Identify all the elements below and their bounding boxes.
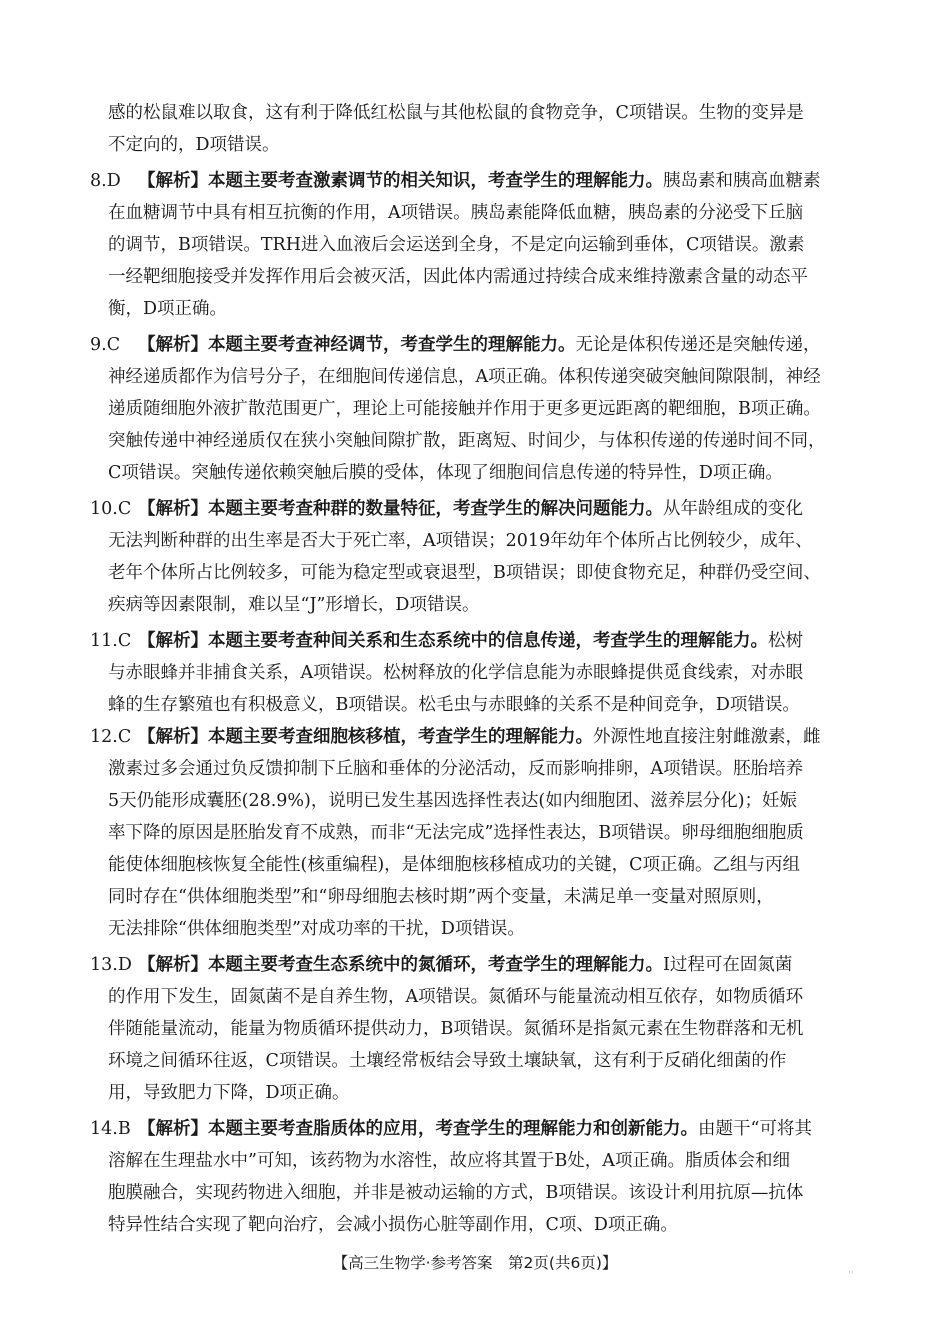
- analysis-text: 外源性地直接注射雌激素，雌: [593, 727, 821, 747]
- answer-12-first-line: [90, 722, 821, 752]
- answer-line: 突触传递中神经递质仅在狭小突触间隙扩散，距离短、时间少，与体积传递的传递时间不同，: [108, 431, 826, 451]
- page-footer: 【高三生物学·参考答案 第2页(共6页)】: [332, 1254, 618, 1272]
- answer-line: 能使体细胞核恢复全能性(核重编程)，是体细胞核移植成功的关键，C项正确。乙组与丙组: [108, 855, 801, 875]
- answer-line: 溶解在生理盐水中”可知，该药物为水溶性，故应将其置于B处，A项正确。脂质体会和细: [108, 1151, 790, 1171]
- answer-line: 一经靶细胞接受并发挥作用后会被灭活，因此体内需通过持续合成来维持激素含量的动态平: [108, 267, 808, 287]
- answer-line: 疾病等因素限制，难以呈“J”形增长，D项错误。: [108, 595, 480, 615]
- analysis-heading: 【解析】本题主要考查脂质体的应用，考查学生的理解能力和创新能力。: [138, 1119, 698, 1139]
- analysis-heading: 【解析】本题主要考查激素调节的相关知识，考查学生的理解能力。: [138, 171, 663, 191]
- answer-line: 无法判断种群的出生率是否大于死亡率，A项错误；2019年幼年个体所占比例较少，成年、: [108, 531, 813, 551]
- answer-8-first-line: [90, 166, 821, 196]
- analysis-heading: 【解析】本题主要考查种群的数量特征，考查学生的解决问题能力。: [138, 499, 663, 519]
- answer-14-first-line: [90, 1114, 812, 1144]
- corner-mark: ··: [848, 1268, 854, 1278]
- answer-line: 衡，D项正确。: [108, 299, 228, 319]
- answer-line: 神经递质都作为信号分子，在细胞间传递信息，A项正确。体积传递突破突触间隙限制，神经: [108, 367, 821, 387]
- analysis-text: 由题干“可将其: [698, 1119, 812, 1139]
- answer-line: 递质随细胞外液扩散范围更广，理论上可能接触并作用于更多更远距离的靶细胞，B项正确。: [108, 399, 821, 419]
- answer-line: 环境之间循环往返，C项错误。土壤经常板结会导致土壤缺氧，这有利于反硝化细菌的作: [108, 1051, 787, 1071]
- answer-line: 特异性结合实现了靶向治疗，会减小损伤心脏等副作用，C项、D项正确。: [108, 1215, 678, 1235]
- answer-line: 激素过多会通过负反馈抑制下丘脑和垂体的分泌活动，反而影响排卵，A项错误。胚胎培养: [108, 759, 804, 779]
- analysis-text: 松树: [768, 631, 803, 651]
- answer-number: 14.B: [90, 1119, 131, 1139]
- answer-line: 胞膜融合，实现药物进入细胞，并非是被动运输的方式，B项错误。该设计利用抗原—抗体: [108, 1183, 804, 1203]
- answer-line: 老年个体所占比例较多，可能为稳定型或衰退型，B项错误；即使食物充足，种群仍受空间、: [108, 563, 821, 583]
- answer-11-first-line: [90, 626, 803, 656]
- answer-line: 在血糖调节中具有相互抗衡的作用，A项错误。胰岛素能降低血糖，胰岛素的分泌受下丘脑: [108, 203, 804, 223]
- answer-number: 12.C: [90, 727, 132, 747]
- answer-9-first-line: [90, 330, 821, 360]
- answer-line: 同时存在“供体细胞类型”和“卵母细胞去核时期”两个变量，未满足单一变量对照原则，: [108, 887, 774, 907]
- answer-10-first-line: [90, 494, 803, 524]
- analysis-text: 无论是体积传递还是突触传递，: [575, 335, 821, 355]
- analysis-text: 从年龄组成的变化: [663, 499, 803, 519]
- intro-line: 不定向的，D项错误。: [108, 135, 280, 155]
- answer-line: 蜂的生存繁殖也有积极意义，B项错误。松毛虫与赤眼蜂的关系不是种间竞争，D项错误。: [108, 695, 800, 715]
- intro-line: 感的松鼠难以取食，这有利于降低红松鼠与其他松鼠的食物竞争，C项错误。生物的变异是: [108, 103, 804, 123]
- answer-line: C项错误。突触传递依赖突触后膜的受体，体现了细胞间信息传递的特异性，D项正确。: [108, 463, 783, 483]
- answer-line: 与赤眼蜂并非捕食关系，A项错误。松树释放的化学信息能为赤眼蜂提供觅食线索，对赤眼: [108, 663, 804, 683]
- answer-line: 伴随能量流动，能量为物质循环提供动力，B项错误。氮循环是指氮元素在生物群落和无机: [108, 1019, 804, 1039]
- analysis-text: 胰岛素和胰高血糖素: [663, 171, 821, 191]
- answer-number: 8.D: [90, 171, 121, 191]
- answer-line: 5天仍能形成囊胚(28.9%)，说明已发生基因选择性表达(如内细胞团、滋养层分化)；妊娠: [108, 791, 798, 811]
- answer-line: 率下降的原因是胚胎发育不成熟，而非“无法完成”选择性表达，B项错误。卵母细胞细胞质: [108, 823, 804, 843]
- answer-number: 13.D: [90, 955, 132, 975]
- answer-number: 9.C: [90, 335, 121, 355]
- analysis-heading: 【解析】本题主要考查细胞核移植，考查学生的理解能力。: [138, 727, 593, 747]
- answer-number: 11.C: [90, 631, 132, 651]
- analysis-text: Ⅰ过程可在固氮菌: [663, 955, 793, 975]
- answer-line: 的调节，B项错误。TRH进入血液后会运送到全身，不是定向运输到垂体，C项错误。激素: [108, 235, 805, 255]
- answer-line: 用，导致肥力下降，D项正确。: [108, 1083, 350, 1103]
- answer-number: 10.C: [90, 499, 132, 519]
- analysis-heading: 【解析】本题主要考查神经调节，考查学生的理解能力。: [138, 335, 576, 355]
- analysis-heading: 【解析】本题主要考查种间关系和生态系统中的信息传递，考查学生的理解能力。: [138, 631, 768, 651]
- answer-line: 无法排除“供体细胞类型”对成功率的干扰，D项错误。: [108, 919, 525, 939]
- answer-line: 的作用下发生，固氮菌不是自养生物，A项错误。氮循环与能量流动相互依存，如物质循环: [108, 987, 804, 1007]
- answer-13-first-line: [90, 950, 792, 980]
- analysis-heading: 【解析】本题主要考查生态系统中的氮循环，考查学生的理解能力。: [138, 955, 663, 975]
